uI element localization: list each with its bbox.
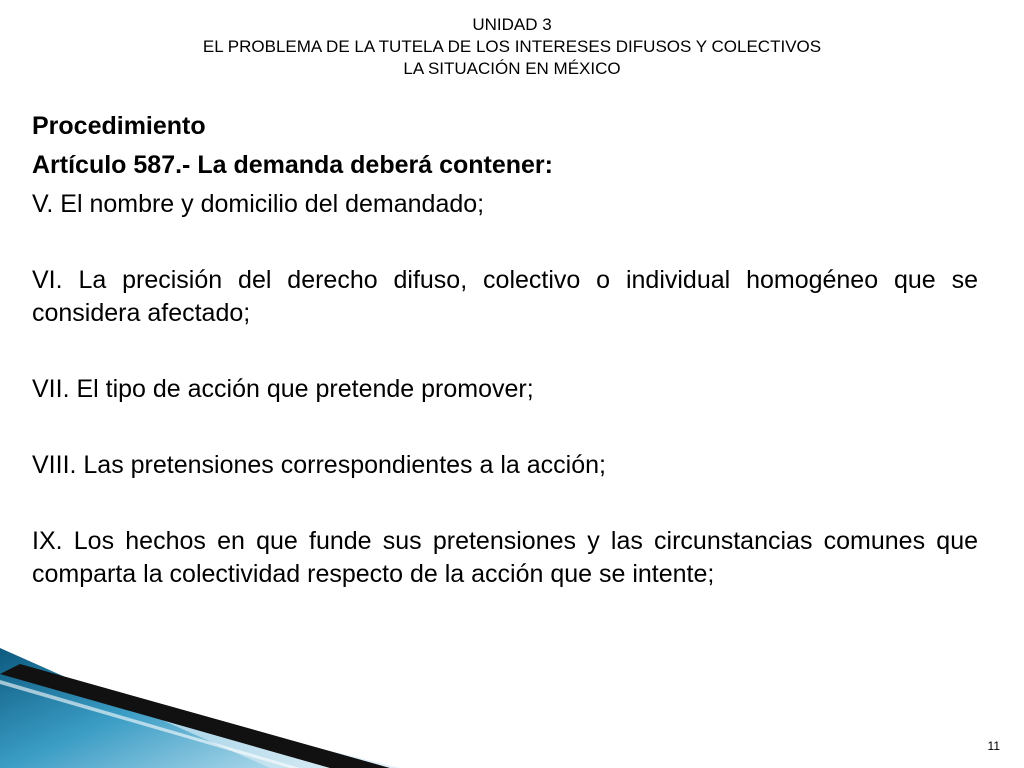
topic-title: EL PROBLEMA DE LA TUTELA DE LOS INTERESES DIFUSOS Y COLECTIVOS bbox=[202, 37, 822, 56]
section-heading: Procedimiento bbox=[32, 112, 206, 140]
unit-title: UNIDAD 3 bbox=[472, 15, 552, 34]
list-item-ix: IX. Los hechos en que funde sus pretensiones y las circunstancias comunes que comparta la colectividad respecto de la acción que se intente; bbox=[32, 527, 978, 588]
slide-header bbox=[0, 14, 1024, 80]
decorative-swoosh bbox=[0, 630, 1024, 768]
article-heading: Artículo 587.- La demanda deberá contener: bbox=[32, 151, 553, 179]
list-item-vi: VI. La precisión del derecho difuso, colectivo o individual homogéneo que se considera afectado; bbox=[32, 266, 978, 327]
list-item-viii: VIII. Las pretensiones correspondientes a la acción; bbox=[32, 451, 606, 479]
list-item-vii: VII. El tipo de acción que pretende promover; bbox=[32, 375, 534, 403]
list-item-v: V. El nombre y domicilio del demandado; bbox=[32, 190, 485, 218]
slide-body bbox=[32, 110, 978, 591]
page-number: 11 bbox=[987, 739, 1000, 753]
subtopic-title: LA SITUACIÓN EN MÉXICO bbox=[403, 59, 621, 78]
